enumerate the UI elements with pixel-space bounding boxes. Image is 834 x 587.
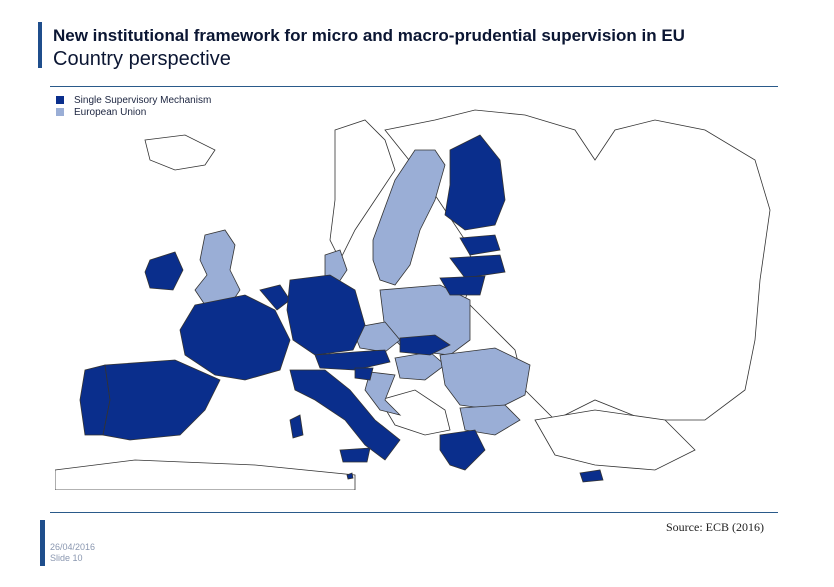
title-accent-bar [38,22,42,68]
sicily-shape [340,448,370,462]
footer-slide-number: Slide 10 [50,553,83,563]
legend-swatch-ssm [56,96,64,104]
legend-swatch-eu [56,108,64,116]
hungary-shape [395,352,445,380]
source-note: Source: ECB (2016) [666,520,764,534]
europe-map [55,90,775,490]
uk-shape [195,230,240,305]
legend-item-ssm [56,94,211,106]
bottom-divider [50,512,778,513]
top-divider [50,86,778,87]
footer-accent-bar [40,520,45,566]
map-legend [56,94,211,118]
iceland-shape [145,135,215,170]
footer [50,542,95,564]
footer-date: 26/04/2016 [50,542,96,552]
sardinia-shape [290,415,303,438]
ireland-shape [145,252,183,290]
north-africa-shape [55,460,355,490]
germany-shape [287,275,365,355]
spain-shape [103,360,220,440]
slide-title: New institutional framework for micro and macro-prudential supervision in EU [53,26,685,45]
france-shape [180,295,290,380]
slovenia-shape [355,368,373,380]
cyprus-shape [580,470,603,482]
legend-item-eu [56,106,211,118]
slide-subtitle: Country perspective [53,48,231,70]
legend-label-eu: European Union [74,106,147,118]
greece-shape [440,430,485,470]
legend-label-ssm: Single Supervisory Mechanism [74,94,212,106]
